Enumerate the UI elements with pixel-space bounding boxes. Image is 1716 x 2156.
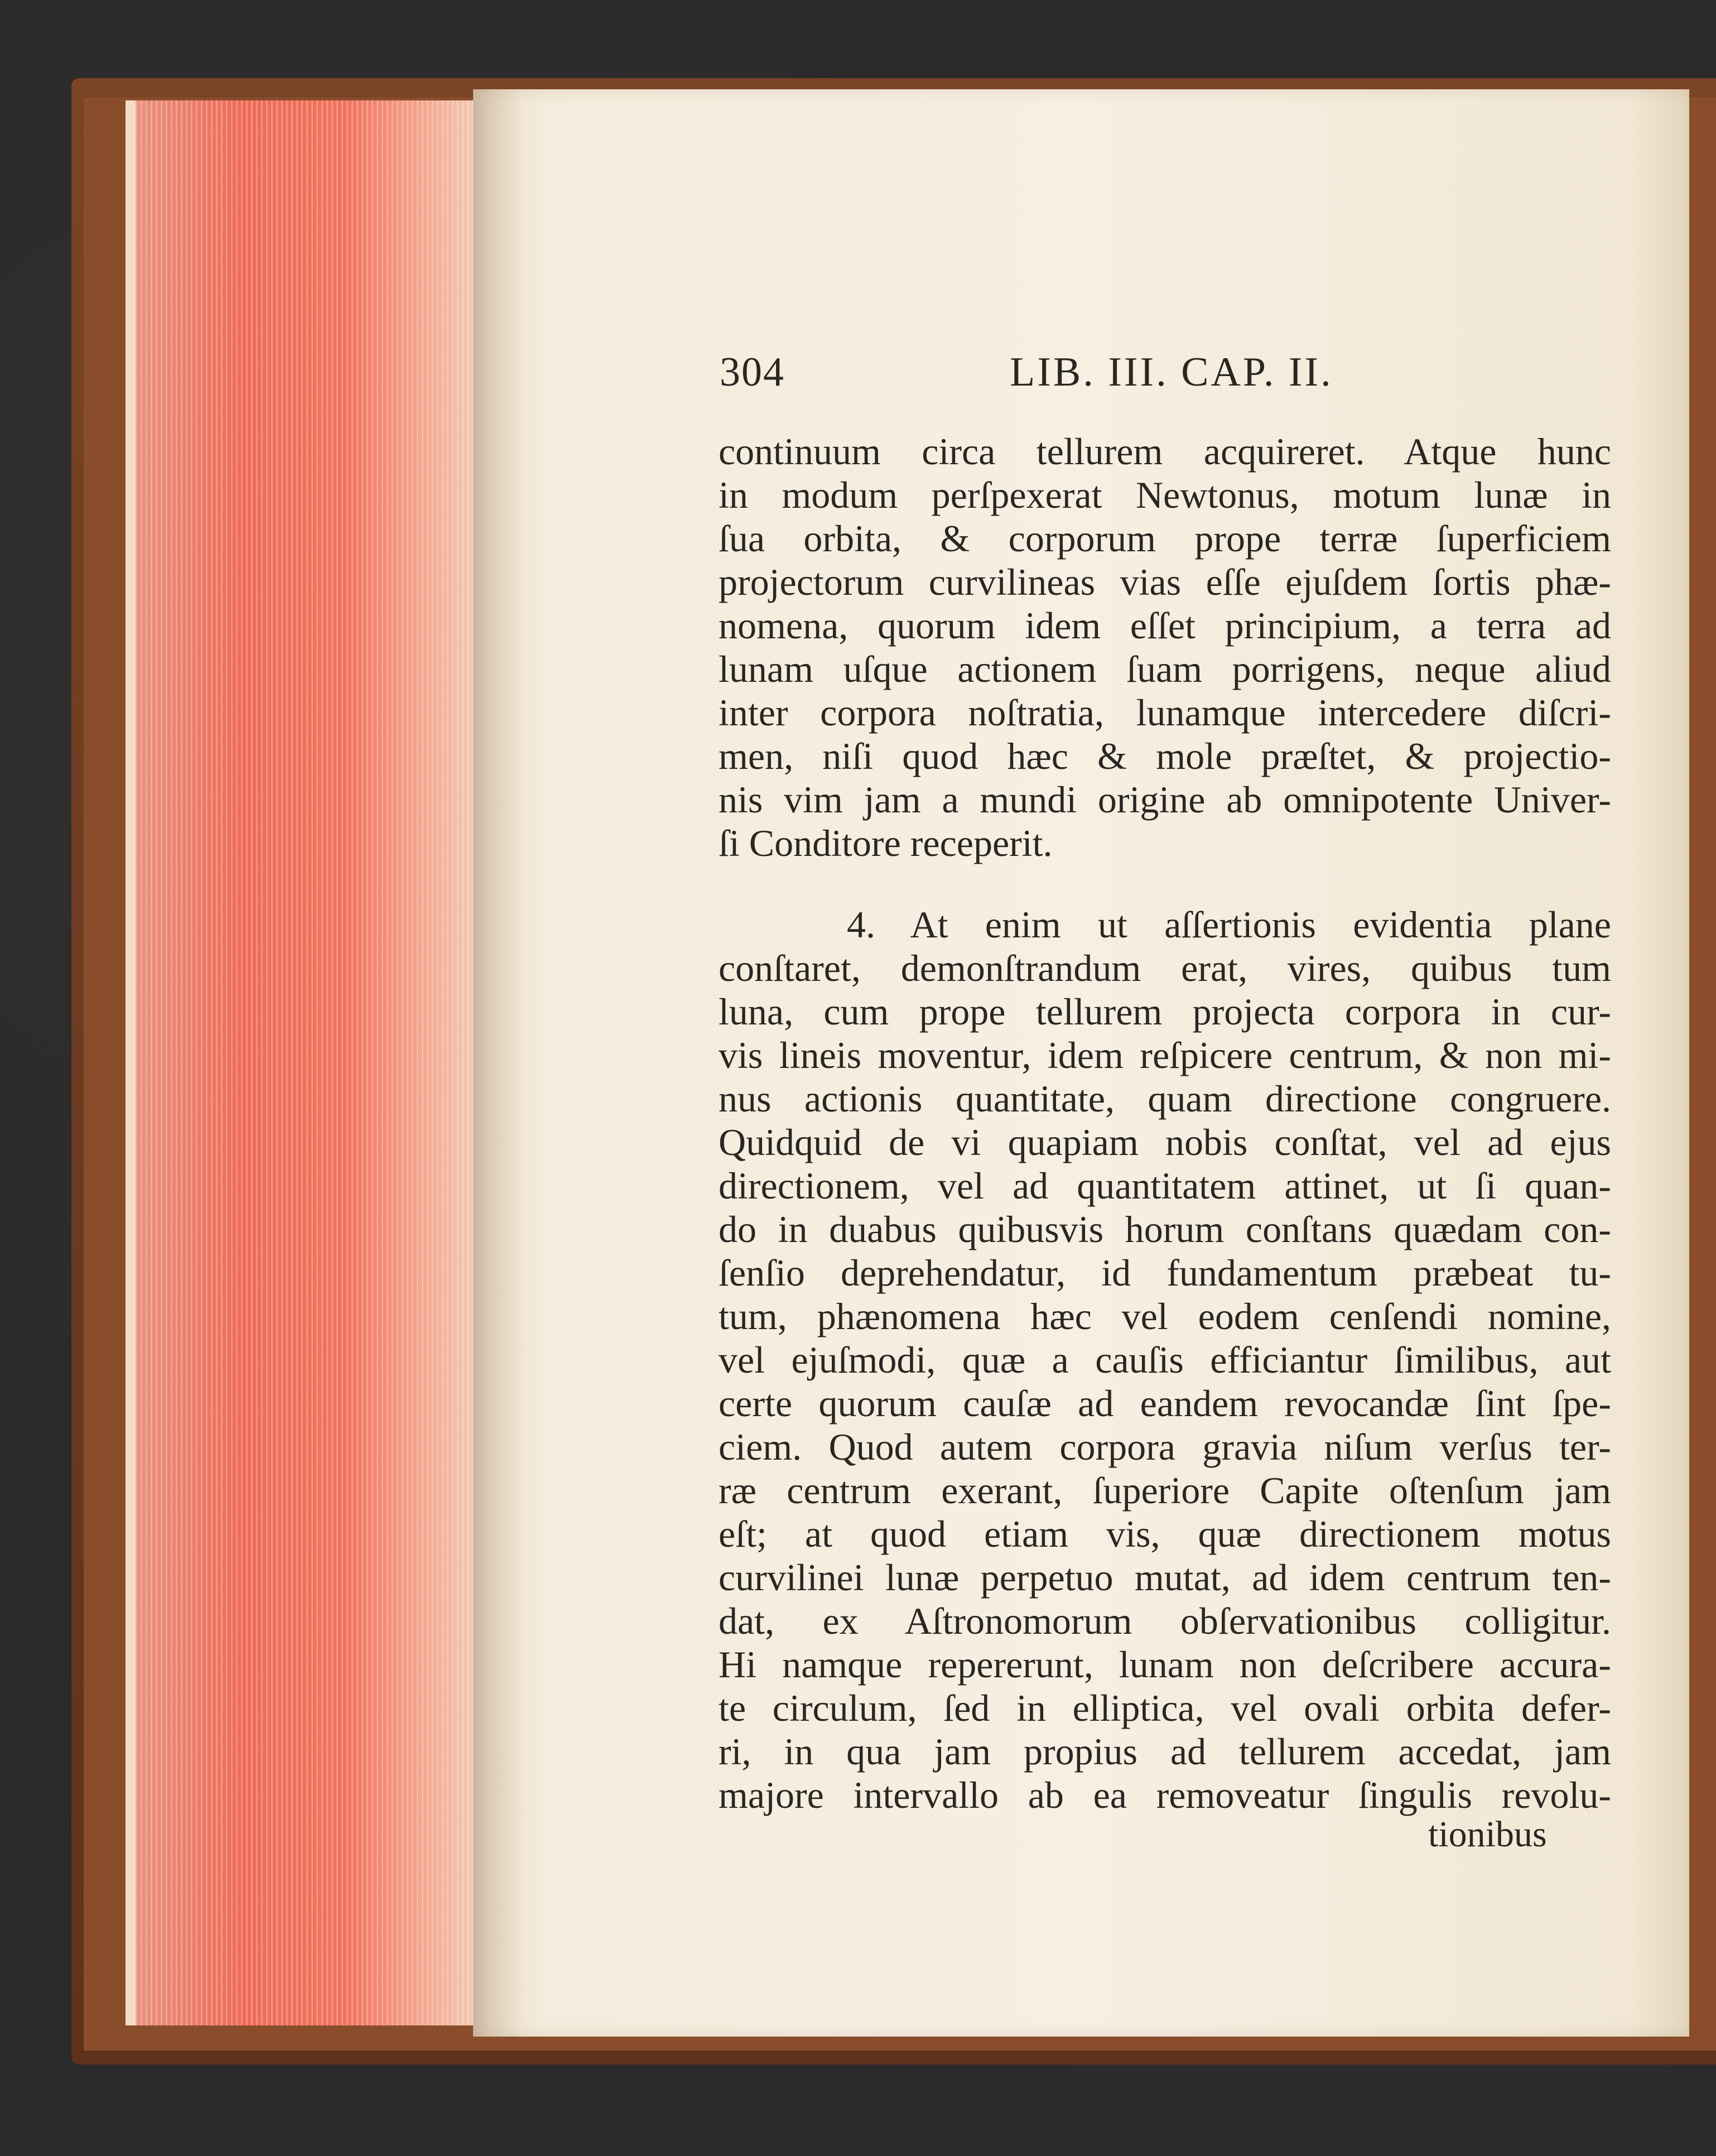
text-line: do in duabus quibusvis horum conſtans quædam con- bbox=[719, 1208, 1611, 1250]
text-line: inter corpora noſtratia, lunamque intercedere diſcri- bbox=[719, 691, 1611, 734]
text-line: nis vim jam a mundi origine ab omnipotente Univer- bbox=[719, 778, 1611, 821]
text-line: nomena, quorum idem eſſet principium, a terra ad bbox=[719, 604, 1611, 647]
text-line: nus actionis quantitate, quam directione congruere. bbox=[719, 1077, 1611, 1120]
text-line: ſi Conditore receperit. bbox=[719, 822, 1053, 864]
text-line: 4. At enim ut aſſertionis evidentia plane bbox=[847, 903, 1611, 946]
page-number: 304 bbox=[720, 349, 785, 395]
text-line: in modum perſpexerat Newtonus, motum lunæ in bbox=[719, 474, 1611, 516]
text-line: tum, phænomena hæc vel eodem cenſendi nomine, bbox=[719, 1295, 1611, 1337]
text-line: Quidquid de vi quapiam nobis conſtat, vel ad ejus bbox=[719, 1121, 1611, 1163]
red-page-edges bbox=[126, 100, 487, 2025]
paragraph-2 bbox=[719, 903, 1611, 1817]
text-line: vel ejuſmodi, quæ a cauſis efficiantur ſimilibus, aut bbox=[719, 1339, 1611, 1381]
text-line: luna, cum prope tellurem projecta corpora in cur- bbox=[719, 990, 1611, 1033]
paragraph-1 bbox=[719, 430, 1611, 865]
text-line: certe quorum cauſæ ad eandem revocandæ ſint ſpe- bbox=[719, 1382, 1611, 1424]
text-line: ſua orbita, & corporum prope terræ ſuperficiem bbox=[719, 517, 1611, 560]
text-line: ri, in qua jam propius ad tellurem accedat, jam bbox=[719, 1730, 1611, 1773]
text-line: eſt; at quod etiam vis, quæ directionem motus bbox=[719, 1513, 1611, 1555]
text-line: projectorum curvilineas vias eſſe ejuſdem ſortis phæ- bbox=[719, 561, 1611, 603]
text-line: lunam uſque actionem ſuam porrigens, neque aliud bbox=[719, 648, 1611, 690]
text-block bbox=[719, 430, 1611, 1817]
text-line: curvilinei lunæ perpetuo mutat, ad idem centrum ten- bbox=[719, 1556, 1611, 1599]
text-line: ſenſio deprehendatur, id fundamentum præbeat tu- bbox=[719, 1252, 1611, 1294]
text-line: men, niſi quod hæc & mole præſtet, & projectio- bbox=[719, 735, 1611, 777]
text-line: continuum circa tellurem acquireret. Atque hunc bbox=[719, 430, 1611, 473]
text-line: Hi namque repererunt, lunam non deſcribere accura- bbox=[719, 1643, 1611, 1686]
catchword: tionibus bbox=[1428, 1814, 1547, 1855]
text-line: vis lineis moventur, idem reſpicere centrum, & non mi- bbox=[719, 1034, 1611, 1076]
text-line: te circulum, ſed in elliptica, vel ovali orbita defer- bbox=[719, 1687, 1611, 1729]
text-line: ræ centrum exerant, ſuperiore Capite oſtenſum jam bbox=[719, 1469, 1611, 1512]
text-line: majore intervallo ab ea removeatur ſingulis revolu- bbox=[719, 1774, 1611, 1816]
running-title: LIB. III. CAP. II. bbox=[1010, 349, 1333, 395]
text-line: directionem, vel ad quantitatem attinet, ut ſi quan- bbox=[719, 1164, 1611, 1207]
gutter-shadow bbox=[473, 89, 523, 2037]
text-line: conſtaret, demonſtrandum erat, vires, quibus tum bbox=[719, 947, 1611, 989]
text-line: dat, ex Aſtronomorum obſervationibus colligitur. bbox=[719, 1600, 1611, 1642]
text-line: ciem. Quod autem corpora gravia niſum verſus ter- bbox=[719, 1426, 1611, 1468]
running-head bbox=[720, 349, 1534, 405]
